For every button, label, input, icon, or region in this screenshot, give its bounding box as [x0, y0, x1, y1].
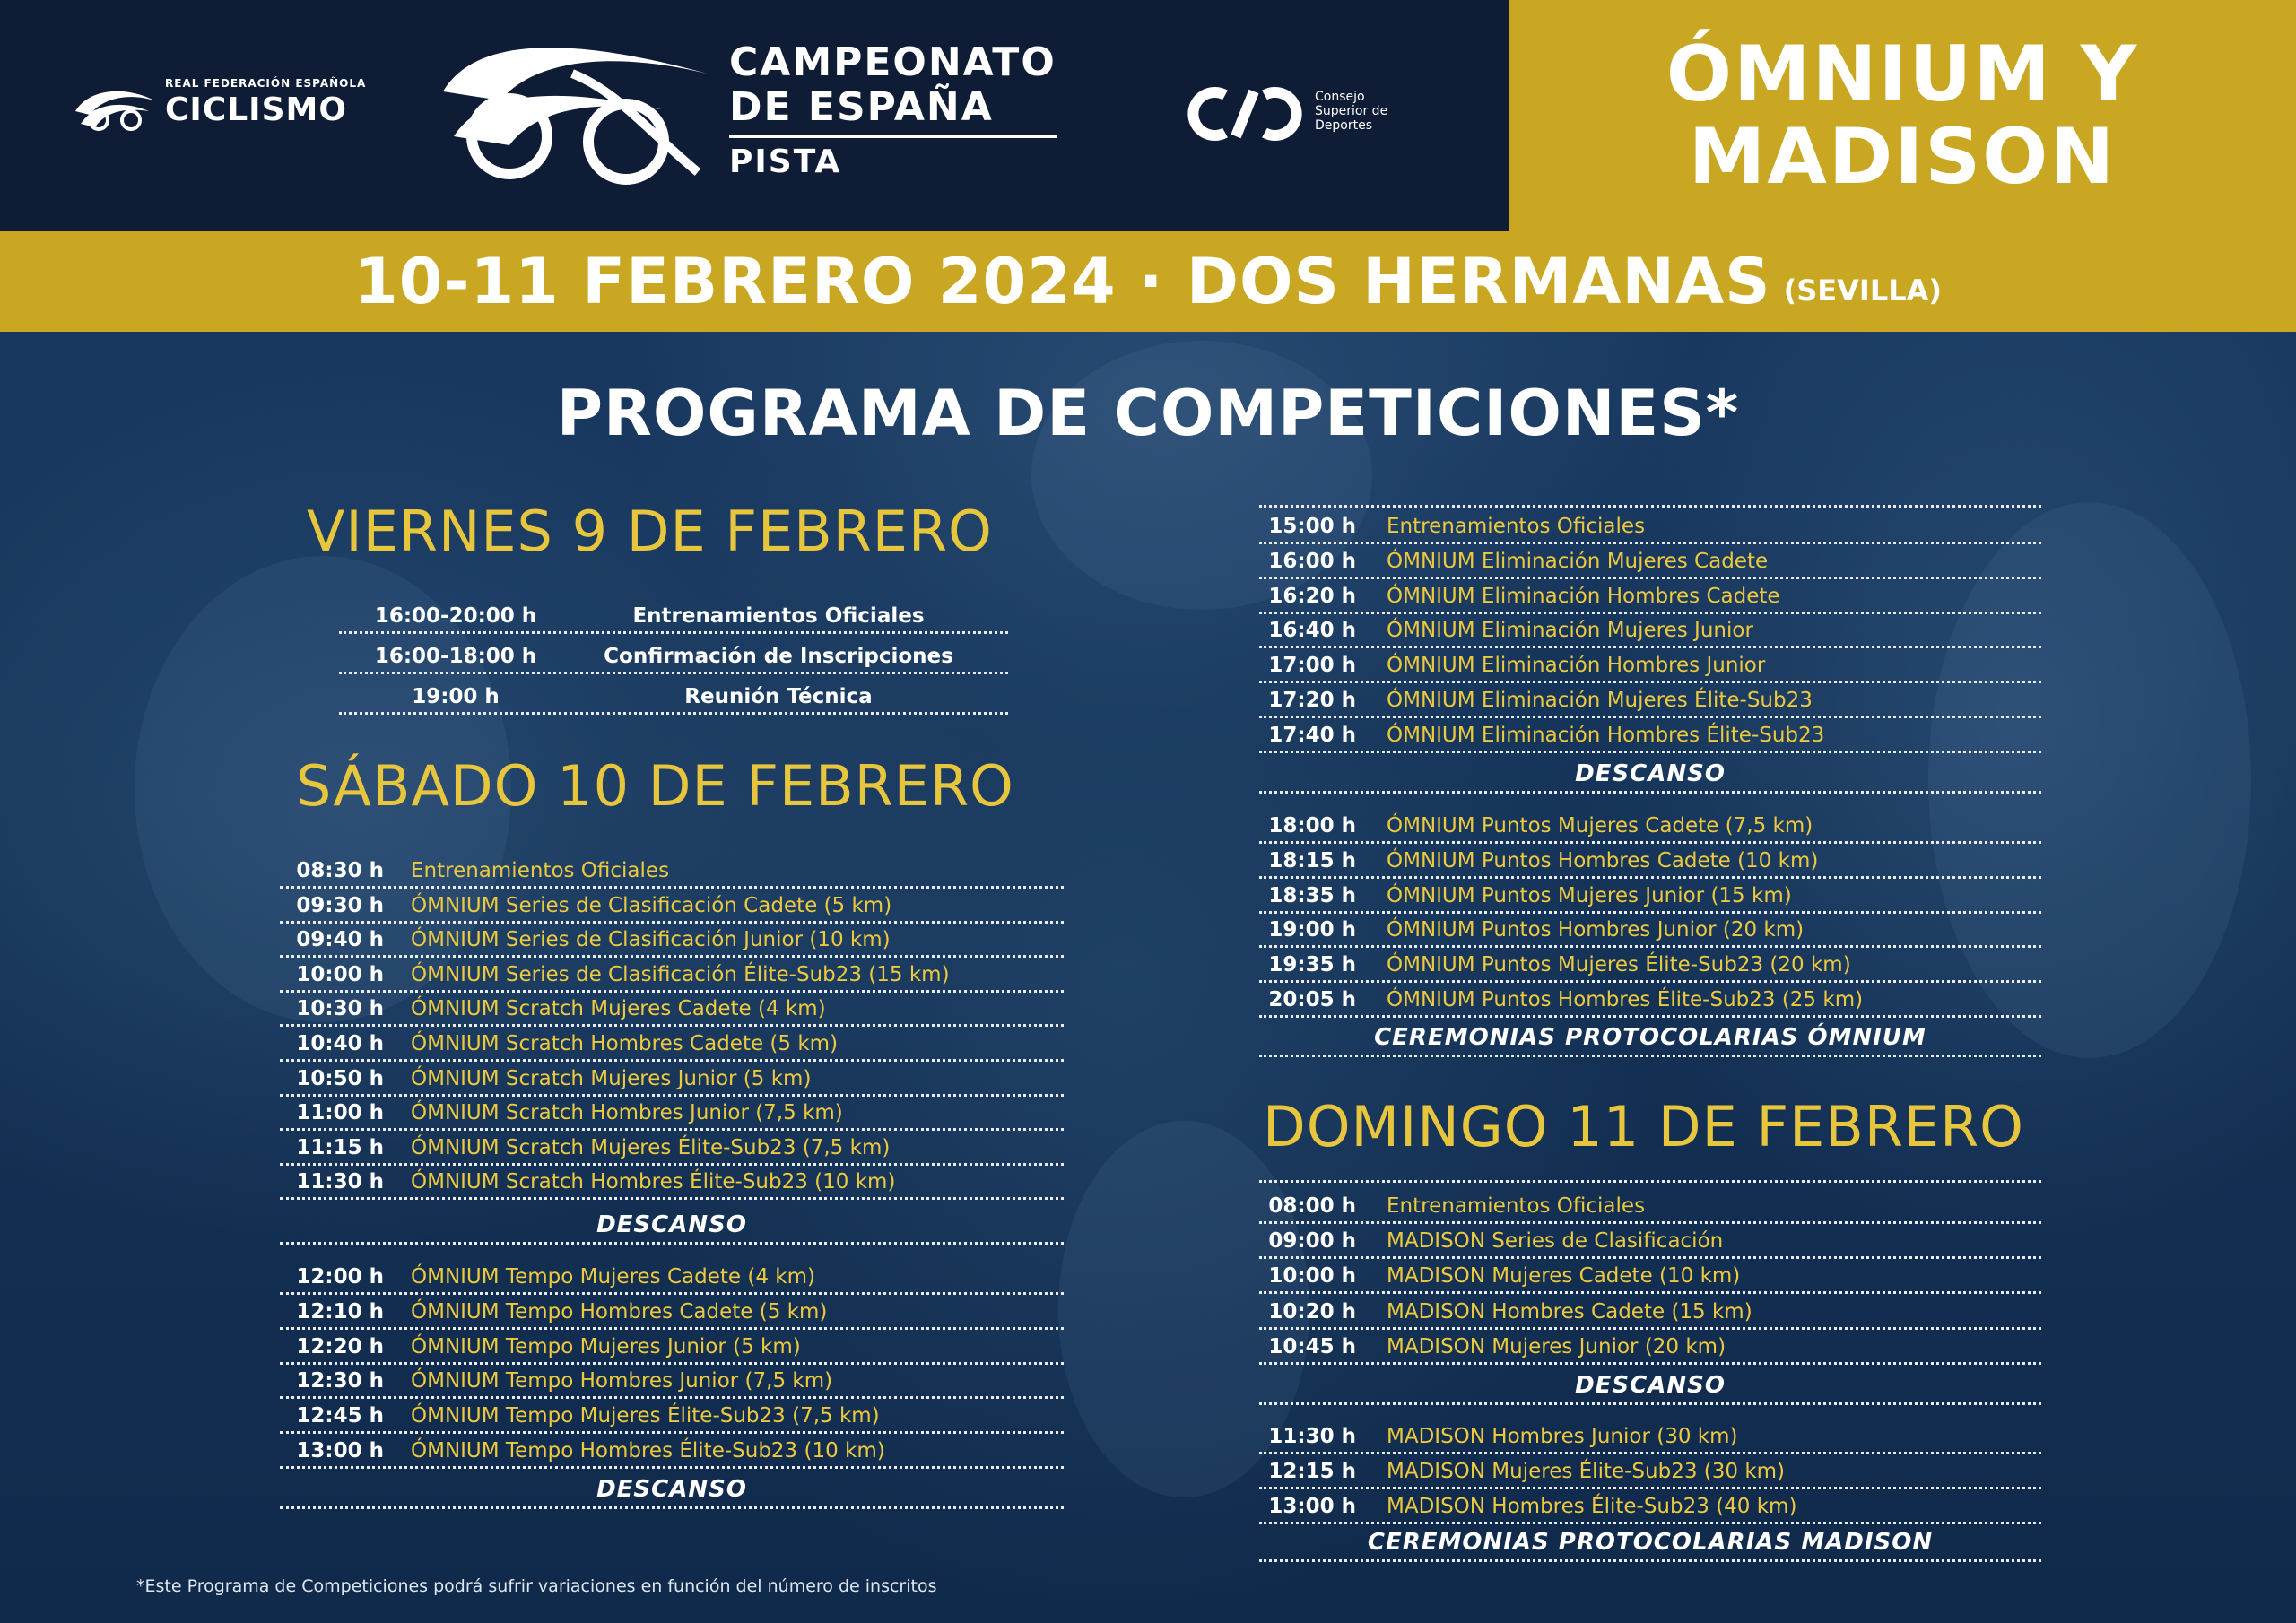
- schedule-event: MADISON Hombres Cadete (15 km): [1387, 1299, 1752, 1324]
- break-label: DESCANSO: [280, 1210, 1064, 1245]
- schedule-row: [280, 1165, 1064, 1200]
- schedule-event: ÓMNIUM Scratch Mujeres Cadete (4 km): [411, 997, 826, 1021]
- schedule-time: 10:00 h: [296, 962, 384, 986]
- footnote: *Este Programa de Competiciones podrá sufrir variaciones en función del número de inscritos: [136, 1576, 937, 1596]
- event-title-block: [1509, 0, 2296, 231]
- schedule-event: ÓMNIUM Puntos Hombres Cadete (10 km): [1387, 848, 1819, 872]
- schedule-time: 12:00 h: [296, 1265, 384, 1289]
- schedule-row: [280, 1364, 1064, 1399]
- schedule-event: ÓMNIUM Scratch Mujeres Junior (5 km): [411, 1066, 812, 1090]
- schedule-row: [1259, 1259, 2041, 1294]
- schedule-row: [280, 1027, 1064, 1062]
- schedule-event: Entrenamientos Oficiales: [1387, 1194, 1646, 1218]
- schedule-event: MADISON Hombres Élite-Sub23 (40 km): [1387, 1495, 1797, 1519]
- schedule-time: 13:00 h: [1268, 1495, 1356, 1519]
- break-label: DESCANSO: [280, 1474, 1064, 1509]
- event-title-line2: MADISON: [1688, 112, 2117, 202]
- schedule-time: 15:00 h: [1268, 515, 1356, 538]
- schedule-event: ÓMNIUM Series de Clasificación Élite-Sub23 (15 km): [411, 962, 950, 986]
- schedule-event: MADISON Mujeres Junior (20 km): [1387, 1334, 1726, 1358]
- schedule-event: ÓMNIUM Eliminación Hombres Élite-Sub23: [1387, 723, 1825, 747]
- ceremony-label: CEREMONIAS PROTOCOLARIAS ÓMNIUM: [1259, 1022, 2041, 1057]
- schedule-row: [280, 1062, 1064, 1097]
- schedule-event: ÓMNIUM Eliminación Hombres Cadete: [1387, 584, 1780, 608]
- schedule-event: ÓMNIUM Tempo Hombres Cadete (5 km): [411, 1299, 828, 1324]
- schedule-row: [280, 1399, 1064, 1434]
- ceremony-label: CEREMONIAS PROTOCOLARIAS MADISON: [1259, 1527, 2041, 1562]
- schedule-row: [339, 680, 1008, 715]
- schedule-event: ÓMNIUM Tempo Mujeres Cadete (4 km): [411, 1265, 815, 1289]
- csd-mark-icon: [1182, 82, 1308, 145]
- table-top-rule: [1259, 505, 2041, 508]
- schedule-time: 18:00 h: [1268, 814, 1356, 838]
- schedule-time: 18:35 h: [1268, 883, 1356, 907]
- schedule-row: [339, 599, 1008, 634]
- schedule-row: [1259, 1295, 2041, 1330]
- schedule-time: 12:20 h: [296, 1334, 384, 1358]
- schedule-row: [1259, 648, 2041, 683]
- schedule-event: ÓMNIUM Tempo Mujeres Junior (5 km): [411, 1334, 801, 1358]
- schedule-time: 16:00 h: [1268, 549, 1356, 573]
- schedule-event: MADISON Series de Clasificación: [1387, 1229, 1724, 1254]
- schedule-row: [1259, 844, 2041, 879]
- program-title: PROGRAMA DE COMPETICIONES*: [556, 377, 1740, 450]
- schedule-event: MADISON Mujeres Élite-Sub23 (30 km): [1387, 1460, 1786, 1484]
- schedule-event: ÓMNIUM Eliminación Mujeres Élite-Sub23: [1387, 689, 1813, 712]
- rfec-name: CICLISMO: [165, 91, 347, 128]
- schedule-event: ÓMNIUM Puntos Hombres Junior (20 km): [1387, 918, 1805, 942]
- friday-heading: VIERNES 9 DE FEBRERO: [307, 499, 993, 564]
- schedule-time: 11:00 h: [296, 1101, 384, 1125]
- schedule-row: [1259, 913, 2041, 948]
- championship-logo: [438, 38, 1065, 190]
- schedule-time: 16:20 h: [1268, 584, 1356, 608]
- schedule-time: 08:00 h: [1268, 1194, 1356, 1218]
- schedule-event: ÓMNIUM Scratch Hombres Junior (7,5 km): [411, 1101, 843, 1125]
- schedule-row: [1259, 1454, 2041, 1489]
- schedule-row: [280, 1131, 1064, 1166]
- schedule-time: 19:00 h: [1268, 918, 1356, 942]
- schedule-row: [339, 639, 1008, 674]
- schedule-time: 09:40 h: [296, 928, 384, 952]
- schedule-event: ÓMNIUM Puntos Mujeres Élite-Sub23 (20 km): [1387, 953, 1851, 977]
- schedule-time: 10:00 h: [1268, 1264, 1356, 1289]
- schedule-event: ÓMNIUM Scratch Hombres Élite-Sub23 (10 km): [411, 1170, 896, 1194]
- schedule-row: [280, 889, 1064, 924]
- schedule-time: 10:45 h: [1268, 1334, 1356, 1358]
- schedule-row: [1259, 544, 2041, 579]
- schedule-row: [1259, 1489, 2041, 1524]
- schedule-row: [1259, 1224, 2041, 1259]
- schedule-event: ÓMNIUM Eliminación Mujeres Junior: [1387, 619, 1753, 643]
- schedule-row: [1259, 579, 2041, 614]
- schedule-row: [1259, 613, 2041, 648]
- schedule-event: ÓMNIUM Eliminación Mujeres Cadete: [1387, 549, 1769, 573]
- schedule-row: [280, 992, 1064, 1027]
- schedule-time: 12:10 h: [296, 1299, 384, 1324]
- schedule-time: 12:30 h: [296, 1369, 384, 1393]
- schedule-row: [1259, 1330, 2041, 1365]
- schedule-event: ÓMNIUM Series de Clasificación Junior (10 km): [411, 928, 891, 952]
- champ-title-line1: CAMPEONATO: [729, 39, 1057, 85]
- header-dark-block: [0, 0, 1509, 231]
- schedule-time: 11:30 h: [1268, 1425, 1356, 1448]
- rfec-logo: [72, 77, 367, 140]
- schedule-time: 08:30 h: [296, 859, 384, 882]
- csd-logo: [1182, 82, 1415, 154]
- schedule-row: [280, 958, 1064, 993]
- schedule-row: [1259, 683, 2041, 718]
- schedule-time: 17:40 h: [1268, 723, 1356, 747]
- rfec-small-text: REAL FEDERACIÓN ESPAÑOLA: [165, 77, 367, 90]
- schedule-time: 10:30 h: [296, 997, 384, 1021]
- table-top-rule: [1259, 1180, 2041, 1183]
- schedule-time: 18:15 h: [1268, 848, 1356, 872]
- schedule-time: 16:00-18:00 h: [374, 645, 537, 668]
- event-title-line1: ÓMNIUM Y: [1665, 30, 2139, 119]
- saturday-heading: SÁBADO 10 DE FEBRERO: [296, 753, 1014, 819]
- schedule-event: ÓMNIUM Scratch Mujeres Élite-Sub23 (7,5 km): [411, 1135, 891, 1159]
- schedule-event: Entrenamientos Oficiales: [1387, 515, 1646, 538]
- schedule-time: 12:45 h: [296, 1404, 384, 1428]
- date-band: [0, 231, 2296, 332]
- schedule-row: [1259, 983, 2041, 1018]
- schedule-time: 19:35 h: [1268, 953, 1356, 977]
- schedule-time: 20:05 h: [1268, 988, 1356, 1011]
- schedule-time: 17:00 h: [1268, 654, 1356, 678]
- rfec-wing-icon: [72, 84, 158, 135]
- champ-title-line2: DE ESPAÑA: [729, 84, 994, 130]
- schedule-event: MADISON Hombres Junior (30 km): [1387, 1425, 1738, 1448]
- schedule-event: ÓMNIUM Scratch Hombres Cadete (5 km): [411, 1032, 839, 1055]
- schedule-time: 11:30 h: [296, 1170, 384, 1194]
- schedule-time: 13:00 h: [296, 1439, 384, 1462]
- schedule-event: ÓMNIUM Series de Clasificación Cadete (5 km): [411, 893, 892, 917]
- schedule-time: 16:40 h: [1268, 619, 1356, 643]
- schedule-time: 12:15 h: [1268, 1460, 1356, 1484]
- schedule-row: [1259, 809, 2041, 844]
- schedule-time: 09:00 h: [1268, 1229, 1356, 1254]
- schedule-event: ÓMNIUM Puntos Hombres Élite-Sub23 (25 km): [1387, 988, 1864, 1011]
- schedule-event: ÓMNIUM Puntos Mujeres Cadete (7,5 km): [1387, 814, 1813, 838]
- schedule-row: [1259, 718, 2041, 753]
- schedule-row: [1259, 879, 2041, 914]
- schedule-row: [280, 1330, 1064, 1365]
- schedule-time: 16:00-20:00 h: [374, 604, 537, 628]
- schedule-event: ÓMNIUM Eliminación Hombres Junior: [1387, 654, 1766, 678]
- schedule-event: Reunión Técnica: [684, 685, 873, 708]
- schedule-row: [280, 923, 1064, 958]
- schedule-row: [280, 1434, 1064, 1469]
- schedule-row: [1259, 1189, 2041, 1224]
- date-location: 10-11 FEBRERO 2024 · DOS HERMANAS: [354, 245, 1771, 318]
- csd-text: Consejo Superior de Deportes: [1315, 90, 1388, 133]
- schedule-event: ÓMNIUM Tempo Mujeres Élite-Sub23 (7,5 km): [411, 1404, 880, 1428]
- schedule-event: ÓMNIUM Tempo Hombres Junior (7,5 km): [411, 1369, 833, 1393]
- champ-discipline: PISTA: [729, 143, 842, 180]
- schedule-time: 19:00 h: [412, 685, 500, 708]
- schedule-time: 10:40 h: [296, 1032, 384, 1055]
- schedule-row: [280, 854, 1064, 889]
- schedule-time: 17:20 h: [1268, 689, 1356, 712]
- sunday-heading: DOMINGO 11 DE FEBRERO: [1263, 1094, 2024, 1159]
- schedule-event: Entrenamientos Oficiales: [411, 859, 670, 882]
- schedule-row: [280, 1260, 1064, 1295]
- schedule-event: ÓMNIUM Puntos Mujeres Junior (15 km): [1387, 883, 1792, 907]
- schedule-time: 09:30 h: [296, 893, 384, 917]
- schedule-time: 11:15 h: [296, 1135, 384, 1159]
- schedule-event: ÓMNIUM Tempo Hombres Élite-Sub23 (10 km): [411, 1439, 885, 1462]
- break-label: DESCANSO: [1259, 1370, 2041, 1405]
- schedule-time: 10:20 h: [1268, 1299, 1356, 1324]
- champ-divider: [729, 135, 1057, 138]
- date-province: (SEVILLA): [1783, 273, 1942, 308]
- schedule-event: MADISON Mujeres Cadete (10 km): [1387, 1264, 1741, 1289]
- schedule-row: [1259, 948, 2041, 983]
- schedule-row: [1259, 509, 2041, 544]
- schedule-row: [280, 1096, 1064, 1131]
- schedule-time: 10:50 h: [296, 1066, 384, 1090]
- break-label: DESCANSO: [1259, 759, 2041, 794]
- schedule-event: Confirmación de Inscripciones: [604, 645, 953, 668]
- schedule-row: [1259, 1419, 2041, 1454]
- cyclist-swoosh-icon: [438, 38, 716, 190]
- schedule-event: Entrenamientos Oficiales: [632, 604, 925, 628]
- schedule-row: [280, 1295, 1064, 1330]
